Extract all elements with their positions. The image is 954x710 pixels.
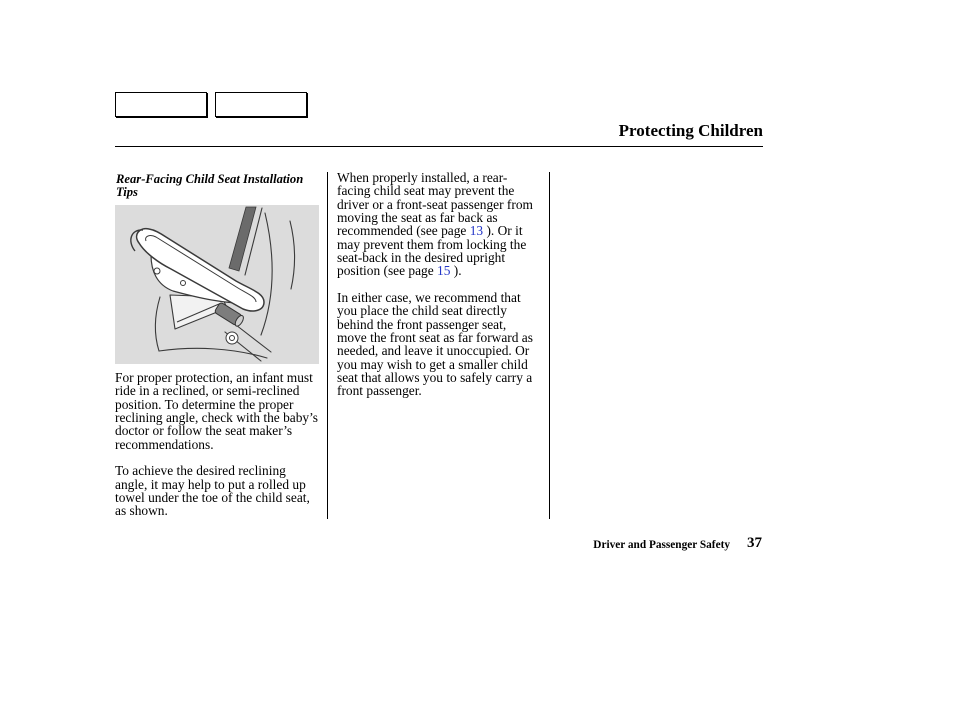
text-line (337, 264, 533, 277)
subheading-line: Tips (116, 184, 138, 199)
text-line: reclining angle, check with the baby’s (115, 409, 319, 425)
text-line: behind the front passenger seat, (337, 316, 507, 332)
text-line: doctor or follow the seat maker’s (115, 423, 293, 439)
subheading-line: Rear-Facing Child Seat Installation (116, 171, 304, 186)
text-segment: ). Or it (483, 223, 523, 239)
page-title: Protecting Children (618, 121, 763, 140)
text-line: move the front seat as far forward as (337, 329, 533, 345)
middle-column (337, 171, 542, 519)
text-line: For proper protection, an infant must (115, 370, 313, 385)
section-subheading (116, 173, 303, 199)
left-column (115, 172, 322, 519)
figure (115, 205, 319, 364)
text-segment: position (see page (337, 263, 438, 279)
text-line: angle, it may help to put a rolled up (115, 476, 306, 492)
middle-column-body (337, 171, 533, 398)
column-divider-left (327, 172, 328, 519)
text-line: facing child seat may prevent the (337, 183, 515, 199)
text-line: moving the seat as far back as (337, 209, 498, 225)
text-line: needed, and leave it unoccupied. Or (337, 343, 530, 359)
column-divider-right (549, 172, 550, 519)
text-line (337, 224, 533, 237)
text-line: To achieve the desired reclining (115, 463, 286, 479)
text-line: In either case, we recommend that (337, 289, 521, 305)
page-link-13[interactable]: 13 (469, 223, 484, 239)
header-rule (115, 146, 763, 147)
text-line: front passenger. (337, 383, 422, 399)
left-column-body (115, 371, 318, 518)
text-line: as shown. (115, 503, 168, 519)
paragraph (337, 291, 533, 398)
text-segment: recommended (see page (337, 223, 470, 239)
text-line: ride in a reclined, or semi-reclined (115, 383, 300, 399)
text-line: position. To determine the proper (115, 396, 294, 412)
page-header (115, 112, 763, 148)
text-segment: ). (450, 263, 462, 279)
text-line: may prevent them from locking the (337, 236, 527, 252)
page-link-15[interactable]: 15 (437, 263, 451, 279)
text-line: recommendations. (115, 436, 214, 452)
footer-section-title: Driver and Passenger Safety (593, 539, 730, 551)
text-line: driver or a front-seat passenger from (337, 196, 533, 212)
paragraph (337, 171, 533, 278)
text-line: When properly installed, a rear- (337, 170, 508, 185)
text-line: seat that allows you to safely carry a (337, 369, 533, 385)
text-line: you may wish to get a smaller child (337, 356, 528, 372)
child-seat-illustration (115, 205, 319, 364)
text-line: seat-back in the desired upright (337, 249, 506, 265)
text-line: you place the child seat directly (337, 303, 507, 319)
paragraph (115, 371, 318, 451)
page-number: 37 (747, 535, 762, 551)
text-line: towel under the toe of the child seat, (115, 489, 310, 505)
paragraph (115, 464, 318, 517)
